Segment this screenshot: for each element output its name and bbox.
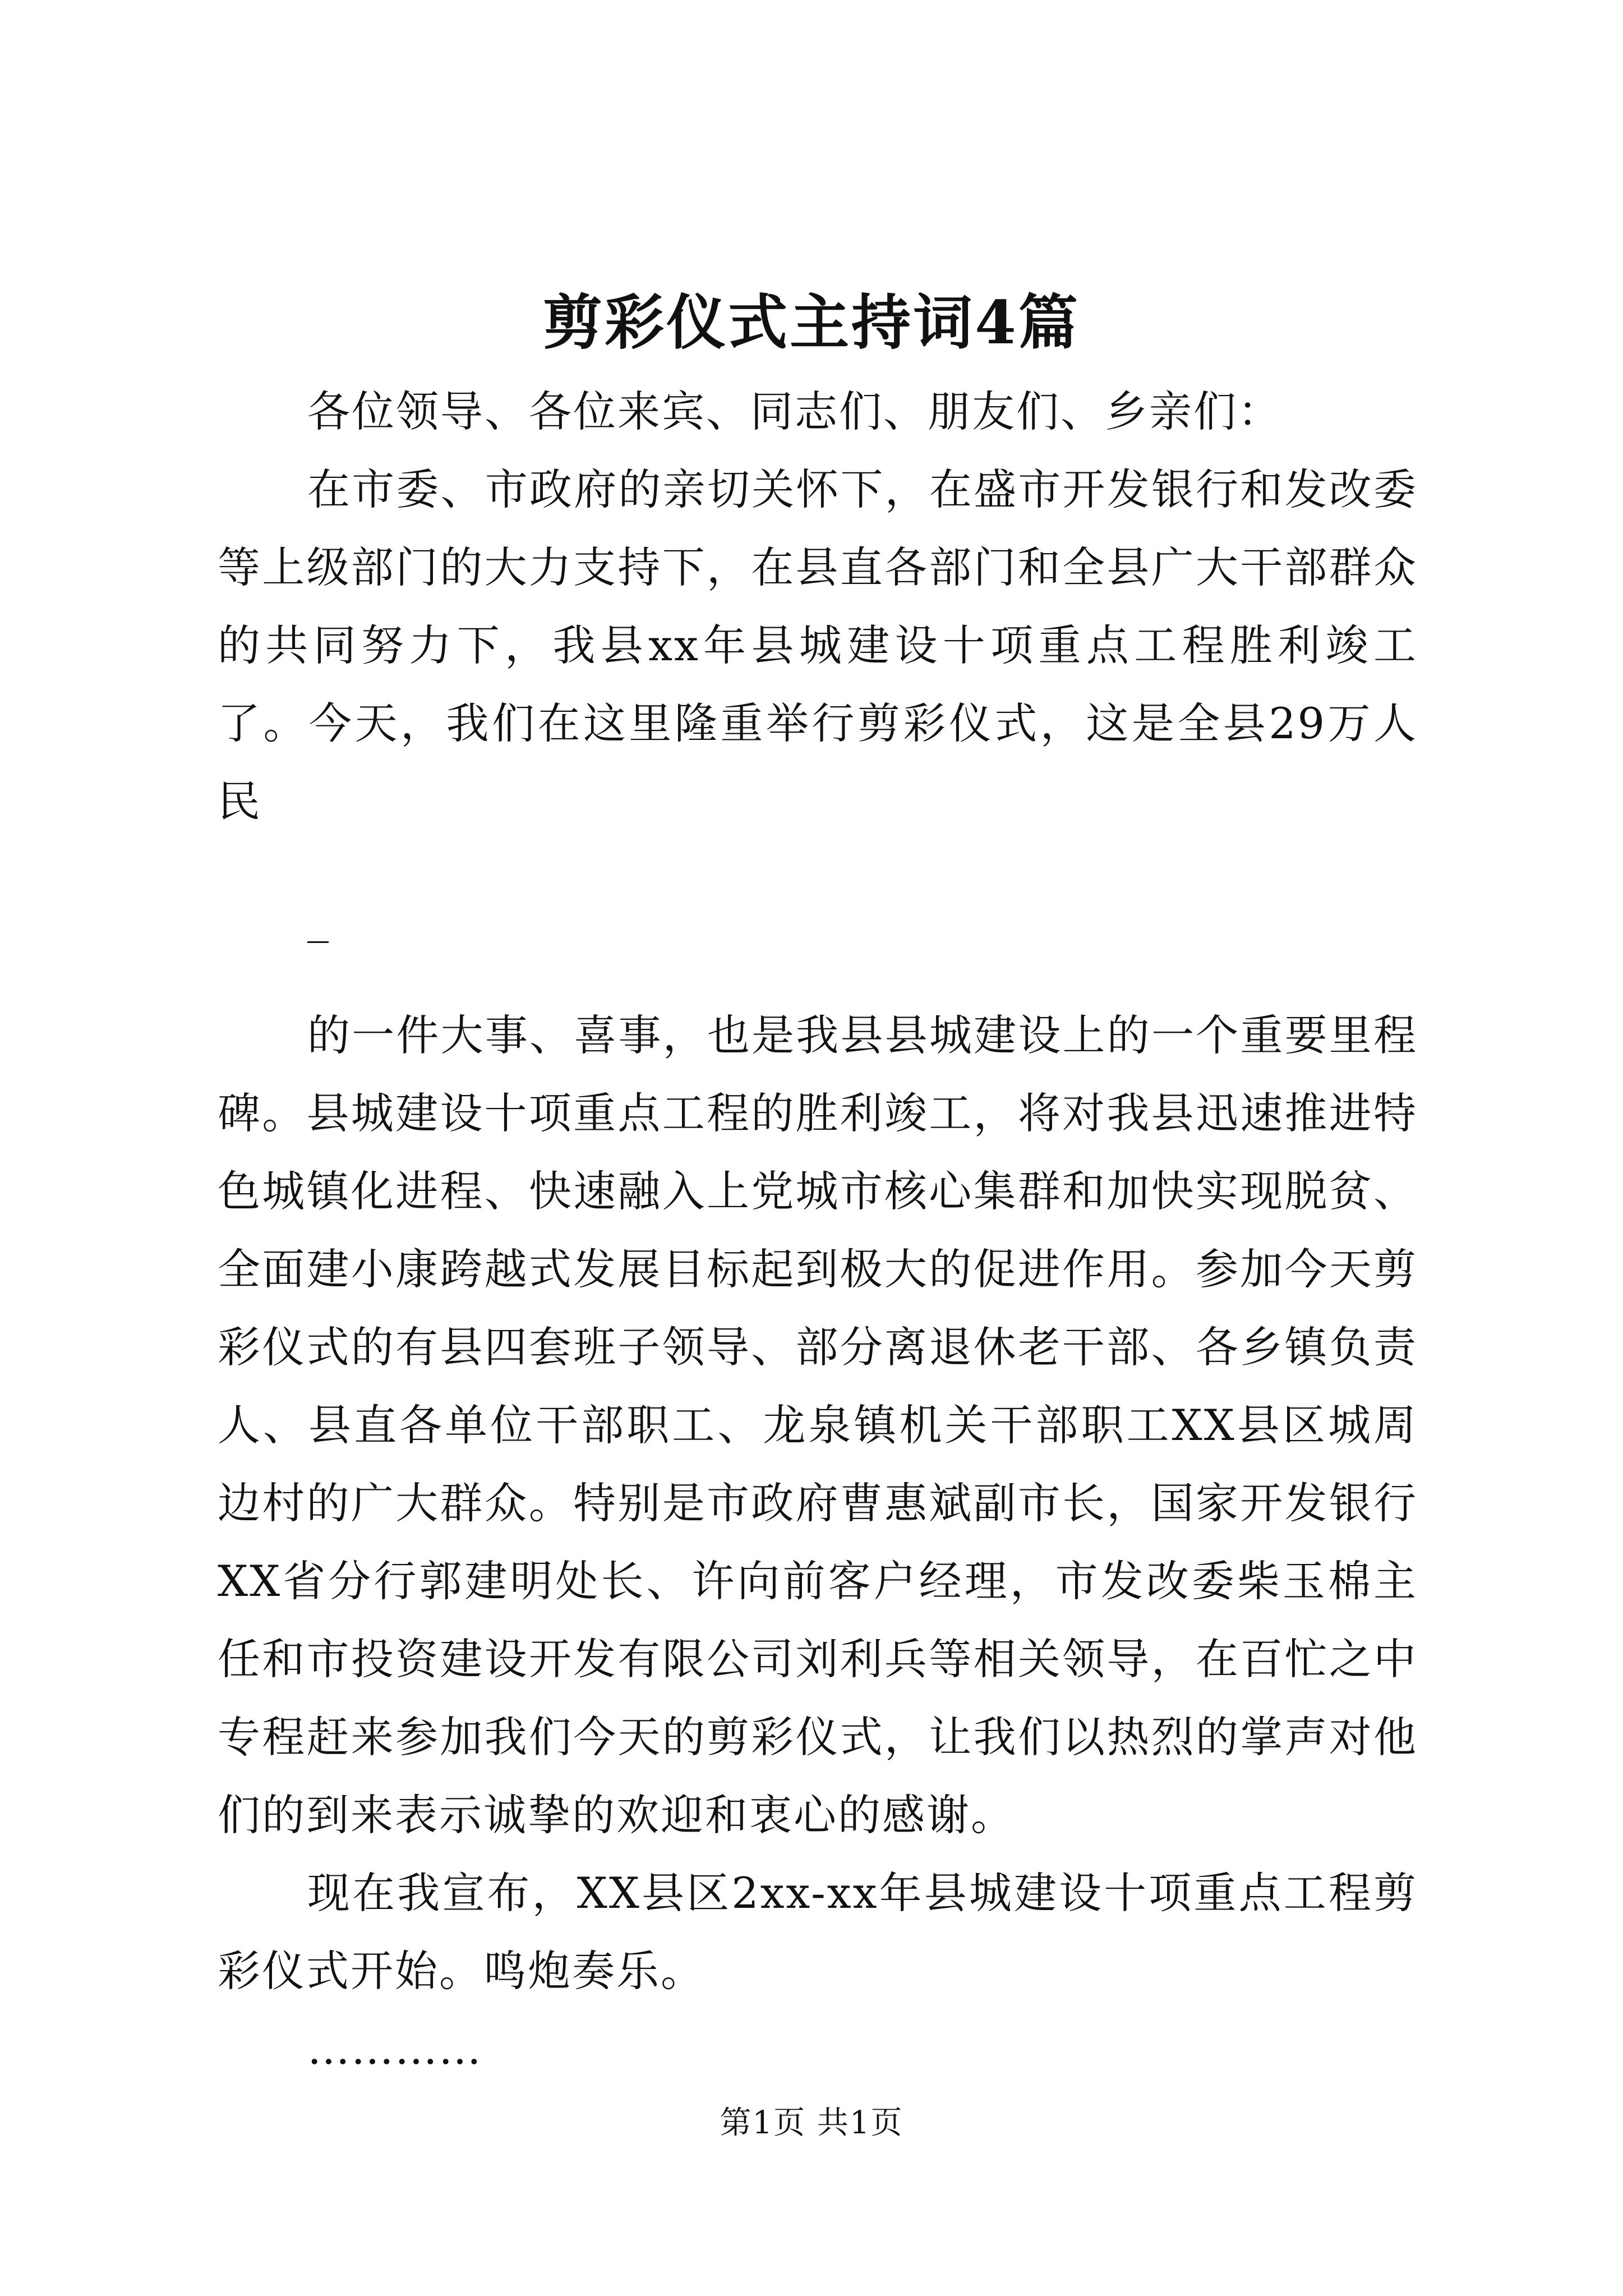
intro-paragraph: 在市委、市政府的亲切关怀下，在盛市开发银行和发改委等上级部门的大力支持下，在县直各部门和全县广大干部群众的共同努力下，我县xx年县城建设十项重点工程胜利竣工了。今天，我们在这里隆重举行剪彩仪式，这是全县29万人民: [218, 464, 1418, 826]
page-footer: 第1页 共1页: [720, 2105, 903, 2141]
document-body: [218, 372, 1418, 2088]
salutation-paragraph: 各位领导、各位来宾、同志们、朋友们、乡亲们：: [307, 386, 1282, 436]
ellipsis-line: …………: [307, 2024, 482, 2074]
separator-mark: _: [307, 893, 330, 943]
main-paragraph: 的一件大事、喜事，也是我县县城建设上的一个重要里程碑。县城建设十项重点工程的胜利竣工，将对我县迅速推进特色城镇化进程、快速融入上党城市核心集群和加快实现脱贫、全面建小康跨越式发展目标起到极大的促进作用。参加今天剪彩仪式的有县四套班子领导、部分离退休老干部、各乡镇负责人、县直各单位干部职工、龙泉镇机关干部职工XX县区城周边村的广大群众。特别是市政府曹惠斌副市长，国家开发银行XX省分行郭建明处长、许向前客户经理，市发改委柴玉棉主任和市投资建设开发有限公司刘利兵等相关领导，在百忙之中专程赶来参加我们今天的剪彩仪式，让我们以热烈的掌声对他们的到来表示诚挚的欢迎和衷心的感谢。: [218, 1010, 1418, 1840]
document-title: 剪彩仪式主持词4篇: [543, 287, 1080, 357]
announcement-paragraph: 现在我宣布，XX县区2xx-xx年县城建设十项重点工程剪彩仪式开始。鸣炮奏乐。: [218, 1868, 1418, 1996]
